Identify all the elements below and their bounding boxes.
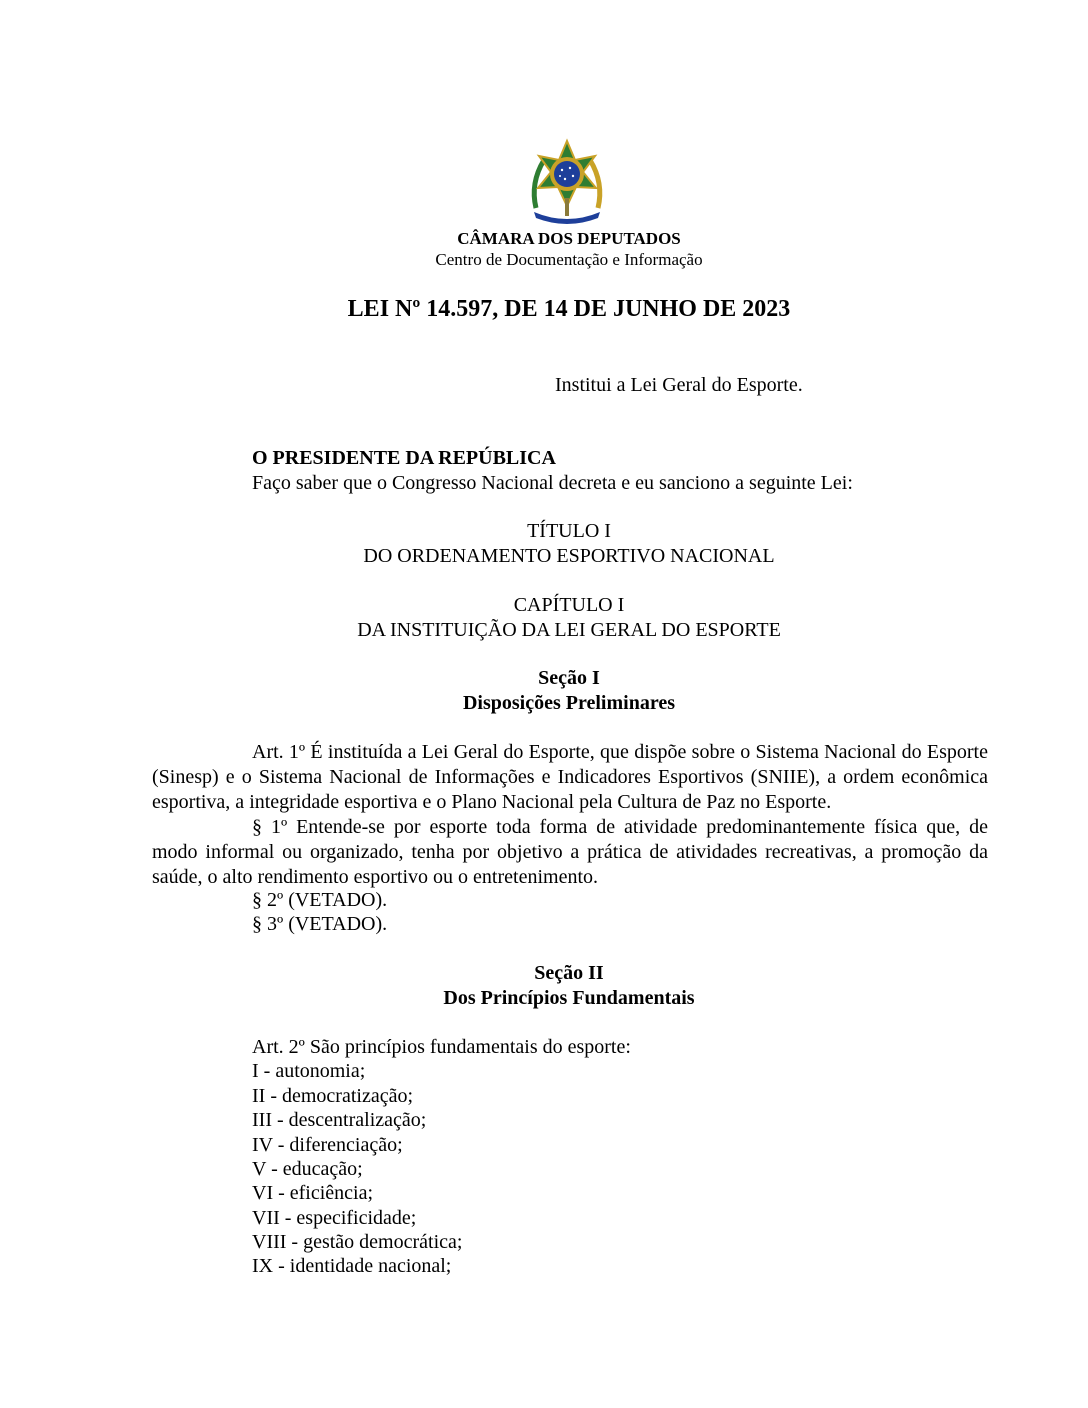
org-name: CÂMARA DOS DEPUTADOS <box>457 229 681 248</box>
art2-caput: Art. 2º São princípios fundamentais do esporte: <box>252 1036 631 1058</box>
titulo-name: DO ORDENAMENTO ESPORTIVO NACIONAL <box>363 545 775 567</box>
art2-item: II - democratização; <box>252 1085 414 1107</box>
art2-item: IV - diferenciação; <box>252 1134 403 1156</box>
art1-paragraph-3: § 3º (VETADO). <box>252 913 388 935</box>
art2-item: IX - identidade nacional; <box>252 1255 452 1277</box>
art2-item: VIII - gestão democrática; <box>252 1231 463 1253</box>
secao1-name: Disposições Preliminares <box>462 692 676 714</box>
enactment-clause: Faço saber que o Congresso Nacional decreta e eu sanciono a seguinte Lei: <box>252 472 853 494</box>
art2-item: VI - eficiência; <box>252 1182 374 1204</box>
art1-paragraph-1: § 1º Entende-se por esporte toda forma de atividade predominantemente física que, de modo informal ou organizado, tenha por objetivo a prática de atividades recreativas, a promoção da saúde, o alto rendimento esportivo ou o entretenimento. <box>152 816 988 888</box>
capitulo-name: DA INSTITUIÇÃO DA LEI GERAL DO ESPORTE <box>357 619 781 641</box>
capitulo-label: CAPÍTULO I <box>513 594 625 616</box>
secao1-label: Seção I <box>538 667 600 689</box>
art1-paragraph-2: § 2º (VETADO). <box>252 889 388 911</box>
secao2-name: Dos Princípios Fundamentais <box>443 987 695 1009</box>
president-heading: O PRESIDENTE DA REPÚBLICA <box>252 447 556 469</box>
art2-item: I - autonomia; <box>252 1060 366 1082</box>
art1-caput: Art. 1º É instituída a Lei Geral do Esporte, que dispõe sobre o Sistema Nacional do Esporte (Sinesp) e o Sistema Nacional de Informações e Indicadores Esportivos (SNIIE), a ordem econômica esportiva, a integridade esportiva e o Plano Nacional pela Cultura de Paz no Esporte. <box>152 741 988 813</box>
titulo-label: TÍTULO I <box>527 520 611 542</box>
art2-item: III - descentralização; <box>252 1109 427 1131</box>
law-title: LEI Nº 14.597, DE 14 DE JUNHO DE 2023 <box>347 296 791 322</box>
secao2-label: Seção II <box>534 962 604 984</box>
art2-item: VII - especificidade; <box>252 1207 417 1229</box>
art2-item: V - educação; <box>252 1158 363 1180</box>
org-subtitle: Centro de Documentação e Informação <box>435 250 703 269</box>
coat-of-arms-icon <box>526 138 608 224</box>
law-ementa: Institui a Lei Geral do Esporte. <box>555 374 803 396</box>
